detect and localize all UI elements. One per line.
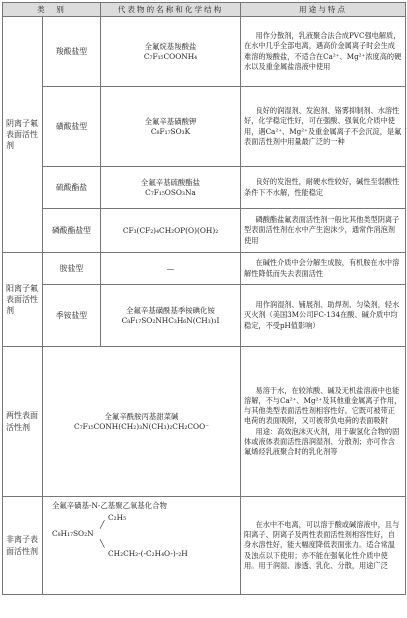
category-nonionic: 非离子表面活性剂 bbox=[3, 497, 43, 595]
compound-name: 全氟辛基硫酸酯盐 bbox=[140, 177, 201, 187]
usage-cell: 用作润湿剂、铺展剂、助焊剂、匀染剂，轻水灭火剂（美国3M公司FC-134在酸、碱介质中均稳定，不受pH值影响） bbox=[241, 285, 406, 347]
compound-formula: C₈F₁₇SO₂NHC₃H₆N(CH₃)₃I bbox=[121, 315, 220, 325]
compound-name: 全氟辛酰胺丙基甜菜碱 bbox=[104, 411, 179, 421]
structure-cell bbox=[43, 497, 241, 595]
structure-cell bbox=[101, 209, 241, 253]
header-usage: 用途与特点 bbox=[241, 3, 406, 17]
struct-bond-down: ╲ bbox=[100, 538, 105, 548]
usage-cell bbox=[241, 347, 406, 497]
structure-cell bbox=[101, 87, 241, 167]
usage-paragraph: 易溶于水，在较浓酸、碱及无机盐溶液中也能溶解，不与Ca²⁺、Mg²⁺及其他重金属离子作用，与其他类型表面活性剂相容性好。它既可被带正电荷的表面吸附，又可被带负电荷的表面吸附 bbox=[244, 385, 402, 426]
header-structure: 代表物的名称和化学结构 bbox=[101, 3, 241, 17]
struct-bottom-group: CH₂CH₂-(-C₂H₄O-)-₂H bbox=[108, 548, 188, 558]
table-header-row bbox=[3, 3, 406, 17]
usage-cell: 在水中不电离，可以溶于酸或碱溶液中，且与阳离子、阴离子及两性表面活性剂相容性好，自身水溶性好，能大幅度降低表面张力。适合常温及浊点以下使用；亦不能在强氧化性介质中使用。用于润湿、渗透、乳化、分散，用途广泛 bbox=[241, 497, 406, 595]
usage-cell: 良好的发泡性，耐硬水性较好，碱性至弱酸性条件下不水解，性能稳定 bbox=[241, 167, 406, 209]
subtype-cell: 季铵盐型 bbox=[43, 285, 101, 347]
table-row bbox=[3, 253, 406, 285]
structure-cell bbox=[101, 285, 241, 347]
subtype-cell: 胺盐型 bbox=[43, 253, 101, 285]
header-category: 类 别 bbox=[3, 3, 101, 17]
table-row bbox=[3, 497, 406, 595]
subtype-cell: 羧酸盐型 bbox=[43, 17, 101, 87]
table-row bbox=[3, 87, 406, 167]
subtype-cell: 硫酸酯盐 bbox=[43, 167, 101, 209]
table-row bbox=[3, 347, 406, 497]
struct-top-group: C₂H₅ bbox=[108, 512, 127, 522]
table-row bbox=[3, 209, 406, 253]
structure-cell bbox=[43, 347, 241, 497]
struct-left-group: C₈H₁₇SO₂N bbox=[52, 528, 94, 538]
usage-cell: 在碱性介质中会分解生成胺，有机胺在水中溶解性降低而失去表面活性 bbox=[241, 253, 406, 285]
compound-name: 全氟烷基羧酸盐 bbox=[144, 41, 197, 51]
table-row bbox=[3, 167, 406, 209]
compound-formula: CF₃(CF₂)₄CH₂OP(O)(OH)₂ bbox=[122, 225, 219, 235]
subtype-cell: 磷酸酯盐型 bbox=[43, 209, 101, 253]
category-amphoteric: 两性表面活性剂 bbox=[3, 347, 43, 497]
category-anionic: 阴离子氟表面活性剂 bbox=[3, 17, 43, 253]
structural-formula bbox=[46, 511, 237, 563]
usage-cell: 磷酸酯盐氟表面活性剂一般比其他类型阴离子型表面活性剂在水中产生泡沫少，通常作消泡剂使用 bbox=[241, 209, 406, 253]
compound-formula: C₇F₁₅COONH₄ bbox=[143, 51, 198, 61]
usage-cell: 良好的润湿剂、发泡剂、铬雾抑制剂、水溶性好，化学稳定性好，可在强酸、强氧化介质中使用，遇Ca²⁺、Mg²⁺及重金属离子不会沉淀，是氟表面活性剂中用量最广泛的一种 bbox=[241, 87, 406, 167]
compound-name: 全氟辛磺基-N-乙基聚乙氧基化合物 bbox=[52, 501, 167, 510]
table-row bbox=[3, 17, 406, 87]
usage-cell: 用作分散剂，乳液聚合法合成PVC强电解质，在水中几乎全部电离，遇高价金属离子时会生成难溶的羧酸盐，不适合在Ca²⁺、Mg²⁺浓度高的硬水以及重金属盐溶液中使用 bbox=[241, 17, 406, 87]
surfactant-table bbox=[2, 2, 406, 595]
subtype-cell: 磺酸盐型 bbox=[43, 87, 101, 167]
compound-formula: C₈F₁₇SO₃K bbox=[150, 126, 191, 136]
structure-cell bbox=[101, 167, 241, 209]
compound-formula: C₇F₁₅OSO₃Na bbox=[145, 187, 196, 197]
table-row bbox=[3, 285, 406, 347]
structure-cell bbox=[101, 17, 241, 87]
struct-bond-up: ╱ bbox=[100, 519, 105, 529]
structure-cell: — bbox=[101, 253, 241, 285]
usage-paragraph: 用途：高效泡沫灭火剂，用于碳氢化合物的固体或液体表面活性溶润湿剂、分散剂；亦可作含氟烯烃乳液聚合时的乳化剂等 bbox=[244, 426, 400, 457]
compound-name: 全氟辛基磺酸钾 bbox=[144, 116, 197, 126]
category-cationic: 阳离子氟表面活性剂 bbox=[3, 253, 43, 347]
compound-name: 全氟辛基磺酰基季铵碘化铵 bbox=[126, 305, 215, 315]
compound-formula: C₇F₁₅CONH(CH₂)₃N(CH₃)₂CH₂COO⁻ bbox=[73, 421, 210, 431]
